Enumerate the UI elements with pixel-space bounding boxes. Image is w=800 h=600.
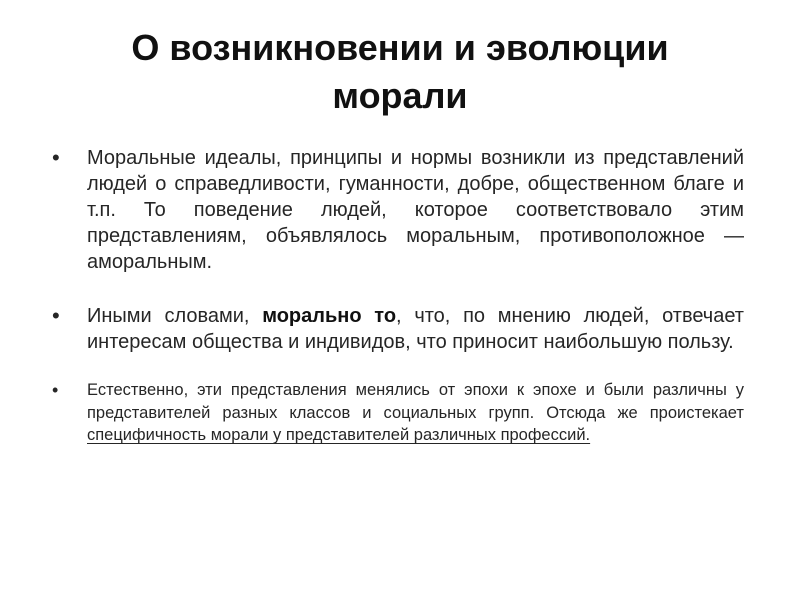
bullet-marker: • <box>52 303 60 328</box>
slide-title-line-1: О возникновении и эволюции <box>131 27 669 68</box>
bullet-text-before: Естественно, эти представления менялись от эпохи к эпохе и были различны у представителей разных классов и социальных групп. Отсюда же проистекает <box>87 381 744 422</box>
bullet-text: Моральные идеалы, принципы и нормы возникли из представлений людей о справедливости, гуманности, добре, общественном благе и т.п. То поведение людей, которое соответствовало этим представлениям, объявлялось моральным, противоположное — аморальным. <box>87 147 744 273</box>
bullet-list <box>52 145 744 447</box>
bullet-text-after: , что, по мнению людей, отвечает интересам общества и индивидов, что приносит наибольшую пользу. <box>87 305 744 353</box>
bullet-item-in-other-words <box>52 303 744 355</box>
slide-title-line-2: морали <box>332 75 468 116</box>
bullet-text-before: Иными словами, <box>87 305 263 327</box>
slide-title <box>40 24 760 120</box>
bullet-item-origin <box>52 145 744 275</box>
bold-phrase: морально то <box>262 305 397 327</box>
bullet-item-specificity <box>52 379 744 447</box>
bullet-marker: • <box>52 145 60 170</box>
bullet-marker: • <box>52 380 59 400</box>
underlined-phrase: специфичность морали у представителей различных профессий. <box>87 426 591 444</box>
